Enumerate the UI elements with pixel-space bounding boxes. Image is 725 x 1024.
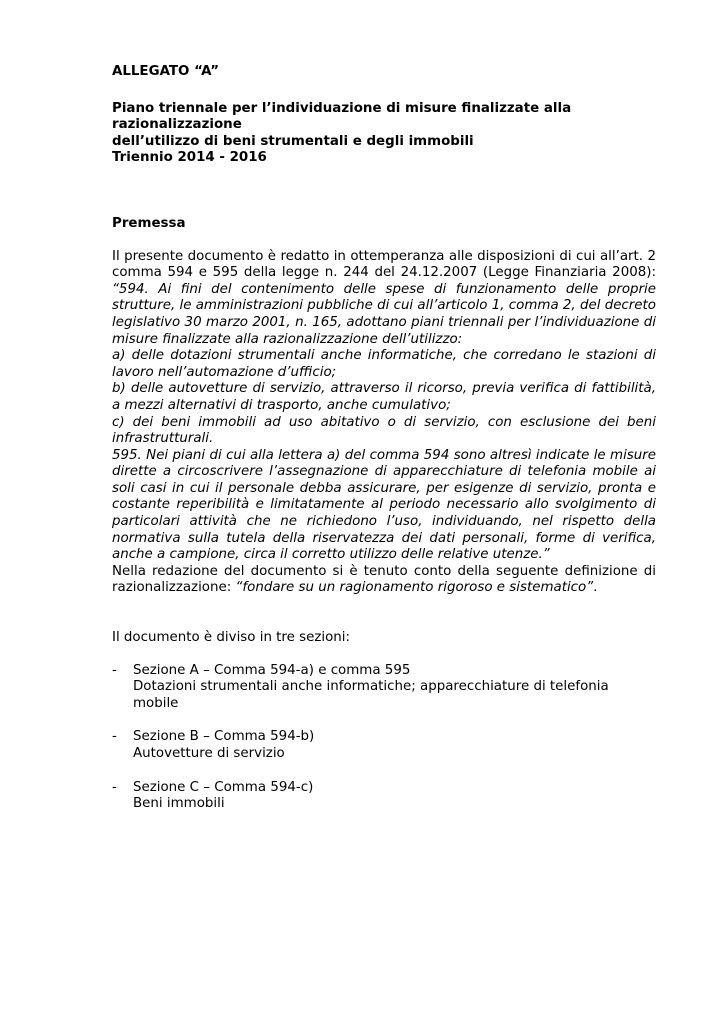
definition-paragraph bbox=[112, 564, 656, 597]
section-description: Dotazioni strumentali anche informatiche; apparecchiature di telefonia mobile bbox=[133, 679, 609, 711]
sections-list bbox=[112, 663, 656, 813]
premessa-intro: Il presente documento è redatto in ottemperanza alle disposizioni di cui all’art. 2 comma 594 e 595 della legge n. 244 del 24.12.2007 (Legge Finanziaria 2008): bbox=[112, 248, 656, 281]
definition-quote: “fondare su un ragionamento rigoroso e sistematico” bbox=[235, 580, 594, 596]
quote-595: 595. Nei piani di cui alla lettera a) del comma 594 sono altresì indicate le misure dirette a circoscrivere l’assegnazione di apparecchiature di telefonia mobile ai soli casi in cui il personale debba assicurare, per esigenze di servizio, pronta e costante reperibilità e limitatamente al periodo necessario allo svolgimento di particolari attività che ne richiedono l’uso, individuando, nel rispetto della normativa sulla tutela della riservatezza dei dati personali, forme di verifica, anche a campione, circa il corretto utilizzo delle relative utenze.” bbox=[112, 447, 656, 563]
item-c: c) dei beni immobili ad uso abitativo o di servizio, con esclusione dei beni infrastrutturali. bbox=[112, 414, 656, 447]
dash-bullet: - bbox=[112, 662, 117, 678]
premessa-paragraph bbox=[112, 249, 656, 349]
definition-end: . bbox=[593, 580, 598, 596]
item-b: b) delle autovetture di servizio, attraverso il ricorso, previa verifica di fattibilità, a mezzi alternativi di trasporto, anche cumulativo; bbox=[112, 381, 656, 413]
item-a: a) delle dotazioni strumentali anche informatiche, che corredano le stazioni di lavoro nell’automazione d’ufficio; bbox=[112, 348, 656, 380]
title-line-1: Piano triennale per l’individuazione di misure finalizzate alla razionalizzazione bbox=[112, 100, 572, 133]
premessa-heading: Premessa bbox=[112, 215, 186, 231]
section-description: Beni immobili bbox=[133, 796, 225, 812]
document-page bbox=[112, 64, 656, 830]
section-description: Autovetture di servizio bbox=[133, 746, 285, 761]
dash-bullet: - bbox=[112, 729, 117, 745]
triennio-label: Triennio 2014 - 2016 bbox=[112, 150, 267, 166]
allegato-label: ALLEGATO “A” bbox=[112, 64, 220, 79]
title-line-2: dell’utilizzo di beni strumentali e degli immobili bbox=[112, 133, 474, 149]
section-title: Sezione A – Comma 594-a) e comma 595 bbox=[133, 662, 411, 678]
list-item bbox=[112, 780, 656, 813]
list-item bbox=[112, 729, 656, 762]
sections-intro: Il documento è diviso in tre sezioni: bbox=[112, 630, 351, 646]
document-title bbox=[112, 101, 656, 167]
quote-594: “594. Ai fini del contenimento delle spese di funzionamento delle proprie strutture, le amministrazioni pubbliche di cui all’articolo 1, comma 2, del decreto legislativo 30 marzo 2001, n. 165, adottano piani triennali per l’individuazione di misure finalizzate alla razionalizzazione dell’utilizzo: bbox=[112, 281, 656, 347]
dash-bullet: - bbox=[112, 779, 117, 795]
section-title: Sezione B – Comma 594-b) bbox=[133, 729, 315, 745]
premessa-body bbox=[112, 249, 656, 597]
definition-intro: Nella redazione del documento si è tenuto conto della seguente definizione di razionalizzazione: bbox=[112, 563, 656, 596]
list-item bbox=[112, 663, 656, 713]
section-title: Sezione C – Comma 594-c) bbox=[133, 779, 314, 795]
